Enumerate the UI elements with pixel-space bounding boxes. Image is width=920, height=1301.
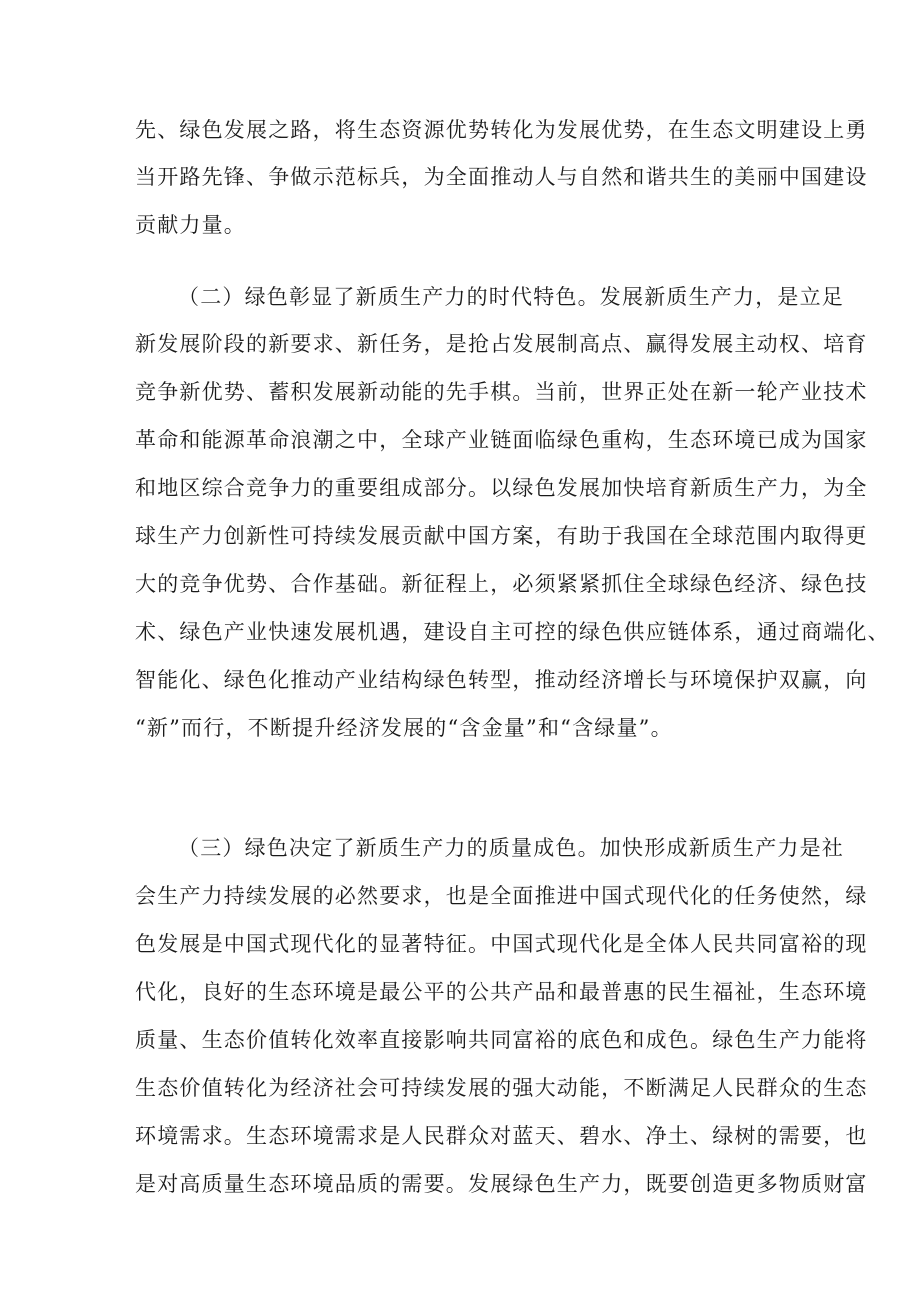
text-line: 代化，良好的生态环境是最公平的公共产品和最普惠的民生福祉，生态环境 <box>135 980 868 1004</box>
text-line: 革命和能源革命浪潮之中，全球产业链面临绿色重构，生态环境已成为国家 <box>135 428 868 452</box>
text-line: 当开路先锋、争做示范标兵，为全面推动人与自然和谐共生的美丽中国建设 <box>135 165 868 189</box>
text-line: 智能化、绿色化推动产业结构绿色转型，推动经济增长与环境保护双赢，向 <box>135 668 868 692</box>
text-line: 球生产力创新性可持续发展贡献中国方案，有助于我国在全球范围内取得更 <box>135 524 868 548</box>
text-line: 生态价值转化为经济社会可持续发展的强大动能，不断满足人民群众的生态 <box>135 1076 868 1100</box>
text-line: 会生产力持续发展的必然要求，也是全面推进中国式现代化的任务使然，绿 <box>135 884 868 908</box>
text-line: 和地区综合竞争力的重要组成部分。以绿色发展加快培育新质生产力，为全 <box>135 476 868 500</box>
text-line: 竞争新优势、蓄积发展新动能的先手棋。当前，世界正处在新一轮产业技术 <box>135 380 868 404</box>
text-line: 大的竞争优势、合作基础。新征程上，必须紧紧抓住全球绿色经济、绿色技 <box>135 572 868 596</box>
text-line: 质量、生态价值转化效率直接影响共同富裕的底色和成色。绿色生产力能将 <box>135 1028 868 1052</box>
text-line: 术、绿色产业快速发展机遇，建设自主可控的绿色供应链体系，通过商端化、 <box>135 620 890 644</box>
text-line: 新发展阶段的新要求、新任务，是抢占发展制高点、赢得发展主动权、培育 <box>135 332 868 356</box>
text-line: 先、绿色发展之路，将生态资源优势转化为发展优势，在生态文明建设上勇 <box>135 118 868 142</box>
text-line: 是对高质量生态环境品质的需要。发展绿色生产力，既要创造更多物质财富 <box>135 1172 868 1196</box>
section-heading-line: （三）绿色决定了新质生产力的质量成色。加快形成新质生产力是社 <box>178 836 844 860</box>
text-line: 色发展是中国式现代化的显著特征。中国式现代化是全体人民共同富裕的现 <box>135 932 868 956</box>
section-heading-line: （二）绿色彰显了新质生产力的时代特色。发展新质生产力，是立足 <box>178 285 844 309</box>
text-line: 贡献力量。 <box>135 213 246 237</box>
text-line: 环境需求。生态环境需求是人民群众对蓝天、碧水、净土、绿树的需要，也 <box>135 1124 868 1148</box>
text-line: “新”而行，不断提升经济发展的“含金量”和“含绿量”。 <box>135 716 673 740</box>
